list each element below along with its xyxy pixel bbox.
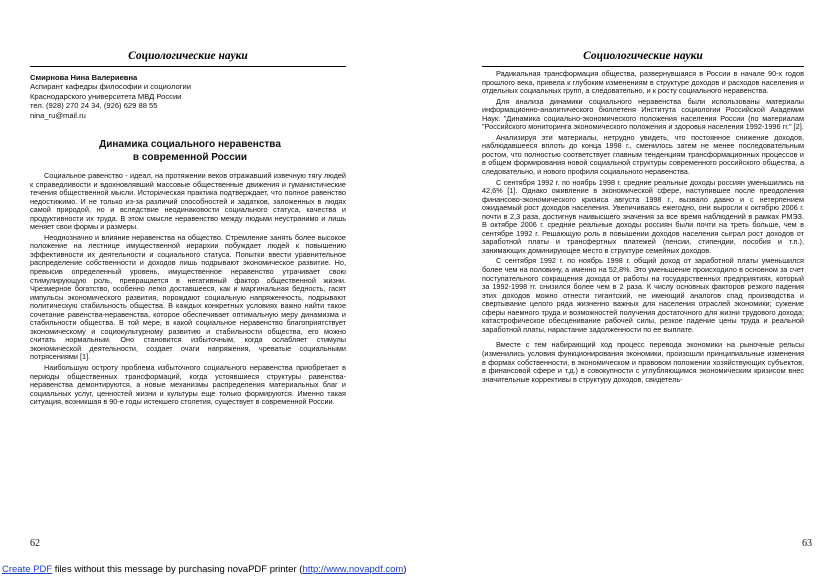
paragraph: С сентября 1992 г. по ноябрь 1998 г. средние реальные доходы россиян уменьшились на 42,6% [1]. Однако оживление в экономической сфере, наступившее после преодоления финансово-экономического кризиса августа 1998 г., вызвало давно и с нетерпением ожидаемый рост доходов населения. Увеличиваясь ежегодно, они выросли к октябрю 2006 г. почти в 2,3 раза, достигнув наивысшего значения за все время наблюдений в рамках РМЭЗ. В октябре 2006 г. средние реальные доходы россиян были почти на треть больше, чем в сентябре 1992 г. Решающую роль в повышении доходов населения сыграл рост доходов от заработной платы и трансфертных платежей (пенсии, стипендии, пособия и т.п.), занимающих доминирующее место в структуре семейных доходов. [482,177,804,255]
paragraph: Неоднозначно и влияние неравенства на общество. Стремление занять более высокое положение на лестнице имущественной иерархии побуждает людей к повышению эффективности их деятельности и социального статуса. Попытки ввести уравнительное распределение собственности и доходов лишь подрывают экономическое развитие. Но, превысив определенный уровень, имущественное неравенство утрачивает свою стимулирующую роль, превращается в негативный фактор общественной жизни. Чрезмерное богатство, особенно легко доставшееся, как и маргинальная бедность, гасят импульсы экономического развития, порождают социальную напряженность, подрывают политическую стабильность общества. В каждых конкретных условиях важно найти такое сочетание равенства-неравенства, которое обеспечивает оптимальную меру динамизма и стабильности общества. В той мере, в какой социальное неравенство благоприятствует экономическому и социокультурному развитию и стабильности общества, его можно считать нормальным. Оно становится избыточным, когда ослабляет стимулы экономической деятельности, создает очаги напряжения, чреватые социальными потрясениями [1]. [30,232,346,362]
author-email: nina_ru@mail.ru [30,110,86,120]
paragraph: С сентября 1992 г. по ноябрь 1998 г. общий доход от заработной платы уменьшился более чем на половину, а именно на 52,8%. Это уменьшение происходило в основном за счет поступательного сокращения дохода от работы на государственных предприятиях, который за 1992-1998 гг. снизился более чем в 2 раза. К числу основных факторов резкого падения этих доходов можно отнести гигантский, не имеющий аналогов спад производства и свертывание целого ряда жизненно важных для населения отраслей экономики; сужение сферы наемного труда и возможностей получения достаточного для жизни трудового дохода; катастрофическое обесценивание рабочей силы, резкое падение цены труда и реальной заработной платы, нарастание задолженности по ее выплате. [482,256,804,334]
author-institution: Краснодарского университета МВД России [30,91,182,101]
paragraph: Для анализа динамики социального неравенства были использованы материалы информационно-аналитического бюллетеня Института социологии Российской Академии Наук: "Динамика социально-экономического положения населения России (по материалам "Российского мониторинга экономического положения и здоровья населения 1992-1996 гг." [2]. [482,96,804,132]
author-affiliation: Аспирант кафедры философии и социологии [30,82,191,92]
page-number-left: 62 [30,538,40,549]
paragraph: Анализируя эти материалы, нетрудно увидеть, что постоянное снижение доходов, наблюдавшееся вплоть до конца 1998 г., сменилось затем не менее последовательным ростом, что полностью соответствует главным тенденциям трансформационных процессов и в общем формирования новой социальной структуры современного российского общества, а следовательно, и нового профиля социального неравенства. [482,132,804,177]
author-name: Смирнова Нина Валериевна [30,73,138,82]
create-pdf-link[interactable]: Create PDF [2,564,53,575]
article-title [30,138,350,164]
paragraph: Социальное равенство - идеал, на протяжении веков отражавший извечную тягу людей к справедливости и вдохновлявший массовые общественные движения и гуманистические течения общественной мысли. Историческая практика подтверждает, что полное равенство недостижимо. И не только из-за различий способностей и задатков, заложенных в людях самой природой, но и вследствие неодинаковости социального статуса, качества и продуктивности их труда. В этом смысле неравенство между людьми неустранимо и лишь меняет свои формы и размеры. [30,171,346,232]
author-block [30,73,350,120]
paragraph: Вместе с тем набирающий ход процесс перевода экономики на рыночные рельсы (изменились условия функционирования экономики, произошли принципиальные изменения в формах собственности, в экономическом и правовом положении хозяйствующих субъектов, в финансовой сфере и т.д.) в совокупности с углубляющимся экономическим кризисом внес значительные коррективы в структуру доходов, свидетель- [482,340,804,384]
paragraph: Наибольшую остроту проблема избыточного социального неравенства приобретает в периоды общественных трансформаций, когда устоявшиеся структуры равенства-неравенства демонтируются, а новые механизмы распределения материальных благ и социальных услуг, ценностей жизни и культуры еще только формируются. Именно такая ситуация, возникшая в 90-е годы истекшего столетия, существует в современной России. [30,363,346,407]
article-title-line-1: Динамика социального неравенства [99,139,281,150]
left-page [0,0,410,560]
left-body-text [30,172,346,409]
pdf-watermark-footer [2,564,406,578]
running-header-left: Социологические науки [30,50,346,67]
running-header-right: Социологические науки [482,50,804,67]
footer-closing: ) [403,564,407,575]
right-body-text [482,70,804,386]
footer-text: files without this message by purchasing novaPDF printer ( [52,564,303,575]
novapdf-url-link[interactable]: http://www.novapdf.com [302,564,404,575]
author-phone: тел. (928) 270 24 34, (926) 629 88 55 [30,101,158,111]
right-page [410,0,820,560]
page-number-right: 63 [802,538,812,549]
article-title-line-2: в современной России [132,152,248,163]
paragraph: Радикальная трансформация общества, развернувшаяся в России в начале 90-х годов прошлого века, привела к глубоким изменениям в структуре доходов и расходов населения и отдельных социальных групп, а следовательно, и к росту социального неравенства. [482,69,804,96]
